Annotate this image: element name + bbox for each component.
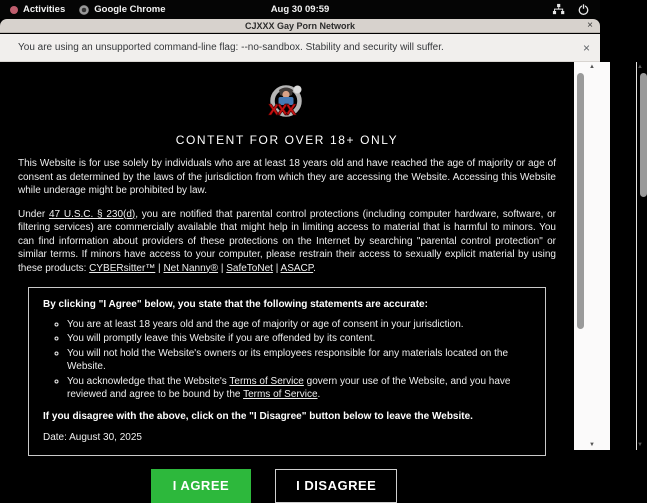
site-logo (18, 82, 556, 129)
para2-prefix: Under (18, 208, 49, 220)
age-disclaimer-paragraph (18, 157, 556, 198)
para2-body: , you are notified that parental control protections (including computer hardware, software, or filtering services) are commercially available that might help in limiting access to material that is harmful to minors. You can find information about providers of these protections on the Internet by searching "parental control protection" or similar terms. If minors have access to your computer, please restrain their access to sexually explicit material by using these products: (18, 208, 556, 274)
agreement-statement: ◦ You are at least 18 years old and the age of majority or age of consent in your jurisdiction. (67, 318, 531, 332)
consent-buttons-row (18, 469, 530, 503)
svg-text:XXX: XXX (268, 101, 294, 119)
bullet4-text: . (317, 389, 321, 400)
activities-button[interactable] (10, 4, 65, 15)
agreement-statement: ◦ You will not hold the Website's owners or its employees responsible for any materials located on the Website. (67, 347, 531, 374)
gnome-top-bar (0, 0, 600, 19)
page-title: CONTENT FOR OVER 18+ ONLY (175, 133, 399, 147)
agreement-intro: By clicking "I Agree" below, you state that the following statements are accurate: (43, 299, 428, 310)
inner-scrollbar-thumb[interactable] (577, 73, 584, 329)
chrome-taskbar-label: Google Chrome (94, 4, 166, 15)
flag-warning-bar (0, 34, 600, 62)
agreement-statement (67, 375, 531, 402)
activities-label: Activities (23, 4, 66, 15)
date-line: Date: August 30, 2025 (43, 432, 142, 443)
disagree-note: If you disagree with the above, click on the "I Disagree" button below to leave the Website. (43, 410, 473, 422)
product-separator: | (155, 262, 164, 274)
bullet4-text: You acknowledge that the Website's (67, 375, 230, 387)
activities-dot-icon (10, 6, 18, 14)
outer-scrollbar-thumb[interactable] (640, 73, 647, 197)
scrollbar-strip (574, 62, 643, 450)
chrome-icon (79, 5, 89, 15)
inner-scrollbar[interactable] (574, 62, 610, 450)
page-content (0, 62, 643, 493)
agreement-statement: ◦ You will promptly leave this Website if you are offended by its content. (67, 332, 531, 346)
statute-link[interactable]: 47 U.S.C. § 230(d) (48, 208, 136, 220)
safetonet-link[interactable]: SafeToNet (226, 262, 273, 274)
network-icon[interactable] (552, 3, 565, 16)
window-title: CJXXX Gay Porn Network (244, 20, 356, 31)
clock[interactable]: Aug 30 09:59 (270, 4, 330, 15)
age-disclaimer-text: This Website is for use solely by individuals who are at least 18 years old and have reached the age of majority or age of consent as determined by the laws of the jurisdiction from which they are accessing the Website. Accessing this Website while underage might be prohibited by law. (18, 158, 556, 196)
window-close-button[interactable]: × (587, 20, 593, 31)
i-disagree-button[interactable]: I DISAGREE (275, 469, 397, 503)
cybersitter-link[interactable]: CYBERsitter™ (89, 262, 156, 274)
asacp-link[interactable]: ASACP (280, 262, 314, 274)
para2-period: . (313, 262, 316, 274)
agreement-statements-list (43, 318, 531, 402)
window-titlebar (0, 19, 600, 33)
product-separator: | (272, 262, 281, 274)
netnanny-link[interactable]: Net Nanny® (163, 262, 219, 274)
parental-controls-paragraph (18, 208, 556, 276)
scroll-down-arrow-icon[interactable]: ▼ (589, 442, 595, 448)
outer-scrollbar[interactable]: ▲ ▼ (636, 62, 637, 450)
product-separator: | (218, 262, 227, 274)
scroll-up-arrow-icon[interactable]: ▲ (589, 64, 595, 70)
agreement-box (28, 287, 546, 456)
bullet4-text: govern your use of the Website, and you have reviewed and agree to be bound by the (67, 375, 511, 400)
terms-of-service-link[interactable]: Terms of Service (229, 375, 304, 387)
terms-of-service-link[interactable]: Terms of Service (243, 389, 318, 400)
infobar-close-icon[interactable]: × (582, 40, 590, 55)
flag-warning-message: You are using an unsupported command-line flag: --no-sandbox. Stability and security will suffer. (18, 42, 444, 53)
i-agree-button[interactable]: I AGREE (151, 469, 251, 503)
chrome-taskbar-item[interactable] (79, 4, 165, 15)
power-icon[interactable] (577, 3, 590, 16)
